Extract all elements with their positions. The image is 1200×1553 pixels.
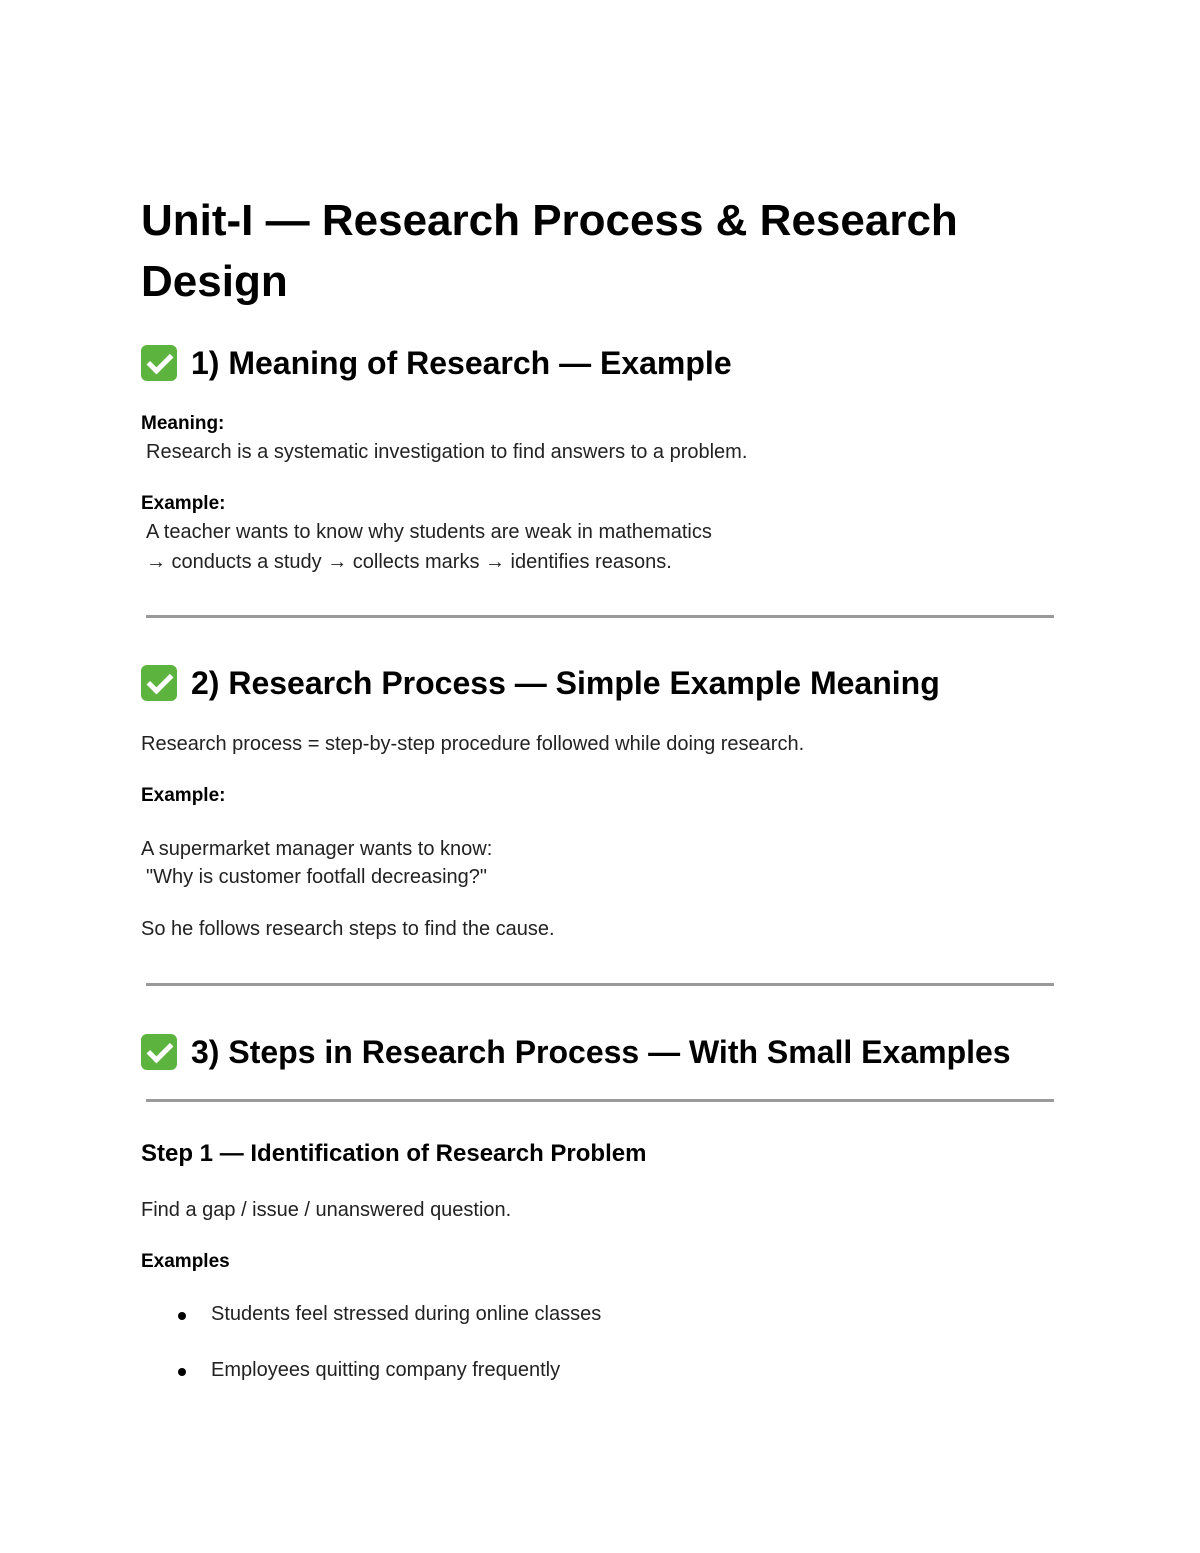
meaning-text: Research is a systematic investigation to find answers to a problem. <box>146 441 748 463</box>
section-3-heading <box>141 1032 1011 1072</box>
example-line: A supermarket manager wants to know: <box>141 838 493 860</box>
bullet-icon <box>178 1312 186 1320</box>
example-line: → conducts a study → collects marks → identifies reasons. <box>146 551 672 573</box>
section-2-heading <box>141 663 940 703</box>
horizontal-divider <box>146 1099 1054 1102</box>
list-item: Employees quitting company frequently <box>211 1359 561 1381</box>
horizontal-divider <box>146 615 1054 618</box>
example-line: A teacher wants to know why students are weak in mathematics <box>146 521 712 543</box>
definition-text: Research process = step-by-step procedure followed while doing research. <box>141 733 805 755</box>
step-1-heading: Step 1 — Identification of Research Problem <box>141 1140 647 1167</box>
page-title: Unit-I — Research Process & Research Design <box>141 196 958 306</box>
example-label: Example: <box>141 785 226 806</box>
check-mark-icon <box>141 665 177 701</box>
conclusion-text: So he follows research steps to find the cause. <box>141 918 555 940</box>
check-mark-icon <box>141 345 177 381</box>
meaning-label: Meaning: <box>141 413 225 434</box>
section-1-heading <box>141 343 732 383</box>
list-item: Students feel stressed during online classes <box>211 1303 602 1325</box>
section-3-heading-text: 3) Steps in Research Process — With Small Examples <box>191 1034 1011 1070</box>
section-1-heading-text: 1) Meaning of Research — Example <box>191 345 732 381</box>
example-label: Example: <box>141 493 226 514</box>
check-mark-icon <box>141 1034 177 1070</box>
bullet-icon <box>178 1368 186 1376</box>
step-1-description: Find a gap / issue / unanswered question. <box>141 1199 512 1221</box>
section-2-heading-text: 2) Research Process — Simple Example Meaning <box>191 665 940 701</box>
horizontal-divider <box>146 983 1054 986</box>
example-line: "Why is customer footfall decreasing?" <box>146 866 488 888</box>
examples-label: Examples <box>141 1251 230 1272</box>
